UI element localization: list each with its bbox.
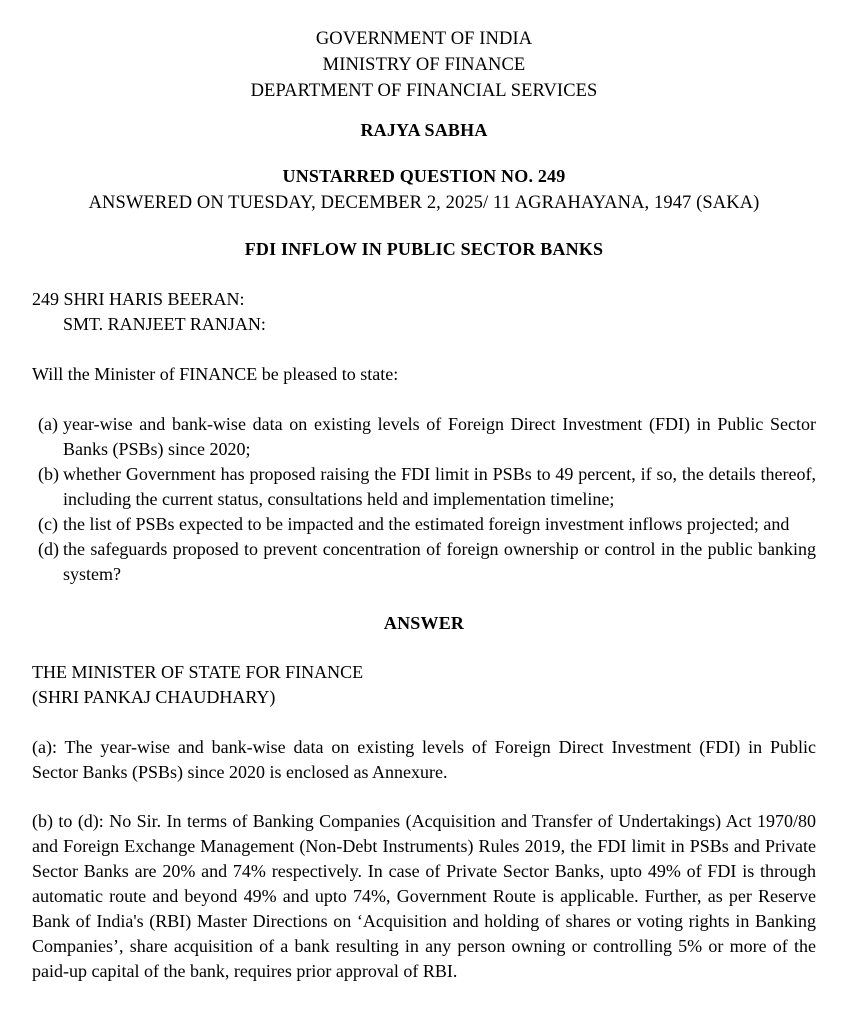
masthead-line-ministry: MINISTRY OF FINANCE (322, 55, 526, 75)
house-name: RAJYA SABHA (360, 120, 488, 140)
question-text: whether Government has proposed raising the FDI limit in PSBs to 49 percent, if so, the details thereof, including the current status, consultations held and implementation timeline; (63, 464, 816, 509)
question-text: the safeguards proposed to prevent concentration of foreign ownership or control in the public banking system? (63, 539, 816, 584)
question-marker: (d) (38, 539, 59, 559)
minister-title: THE MINISTER OF STATE FOR FINANCE (32, 662, 364, 682)
answer-paragraph-bd: (b) to (d): No Sir. In terms of Banking Companies (Acquisition and Transfer of Undertakings) Act 1970/80 and Foreign Exchange Management (Non-Debt Instruments) Rules 2019, the FDI limit in PSBs and Private Sector Banks are 20% and 74% respectively. In case of Private Sector Banks, upto 49% of FDI is through automatic route and beyond 49% and upto 74%, Government Route is applicable. Further, as per Reserve Bank of India's (RBI) Master Directions on ‘Acquisition and holding of shares or voting rights in Banking Companies’, share acquisition of a bank resulting in any person owning or controlling 5% or more of the paid-up capital of the bank, requires prior approval of RBI. (32, 811, 816, 981)
masthead-line-department: DEPARTMENT OF FINANCIAL SERVICES (250, 81, 598, 101)
question-marker: (a) (38, 414, 58, 434)
question-item (32, 462, 816, 512)
askers-block (32, 287, 816, 337)
question-marker: (c) (38, 514, 58, 534)
minister-block (32, 660, 816, 710)
question-text: year-wise and bank-wise data on existing levels of Foreign Direct Investment (FDI) in Public Sector Banks (PSBs) since 2020; (63, 414, 816, 459)
masthead-line-government: GOVERNMENT OF INDIA (315, 29, 533, 49)
subject-title: FDI INFLOW IN PUBLIC SECTOR BANKS (244, 239, 604, 259)
minister-name: (SHRI PANKAJ CHAUDHARY) (32, 687, 276, 707)
question-marker: (b) (38, 464, 59, 484)
asker-secondary: SMT. RANJEET RANJAN: (63, 314, 266, 334)
answer-heading: ANSWER (383, 613, 465, 633)
question-text: the list of PSBs expected to be impacted and the estimated foreign investment inflows projected; and (63, 514, 790, 534)
question-number-heading: UNSTARRED QUESTION NO. 249 (282, 166, 566, 186)
question-list (32, 412, 816, 587)
question-item (32, 512, 816, 537)
question-item (32, 412, 816, 462)
answered-on-line: ANSWERED ON TUESDAY, DECEMBER 2, 2025/ 11 AGRAHAYANA, 1947 (SAKA) (88, 193, 760, 213)
masthead (32, 26, 816, 104)
preamble-text: Will the Minister of FINANCE be pleased to state: (32, 364, 399, 384)
question-item (32, 537, 816, 587)
answer-paragraph-a: (a): The year-wise and bank-wise data on existing levels of Foreign Direct Investment (FDI) in Public Sector Banks (PSBs) since 2020 is enclosed as Annexure. (32, 737, 816, 782)
asker-primary: 249 SHRI HARIS BEERAN: (32, 289, 245, 309)
